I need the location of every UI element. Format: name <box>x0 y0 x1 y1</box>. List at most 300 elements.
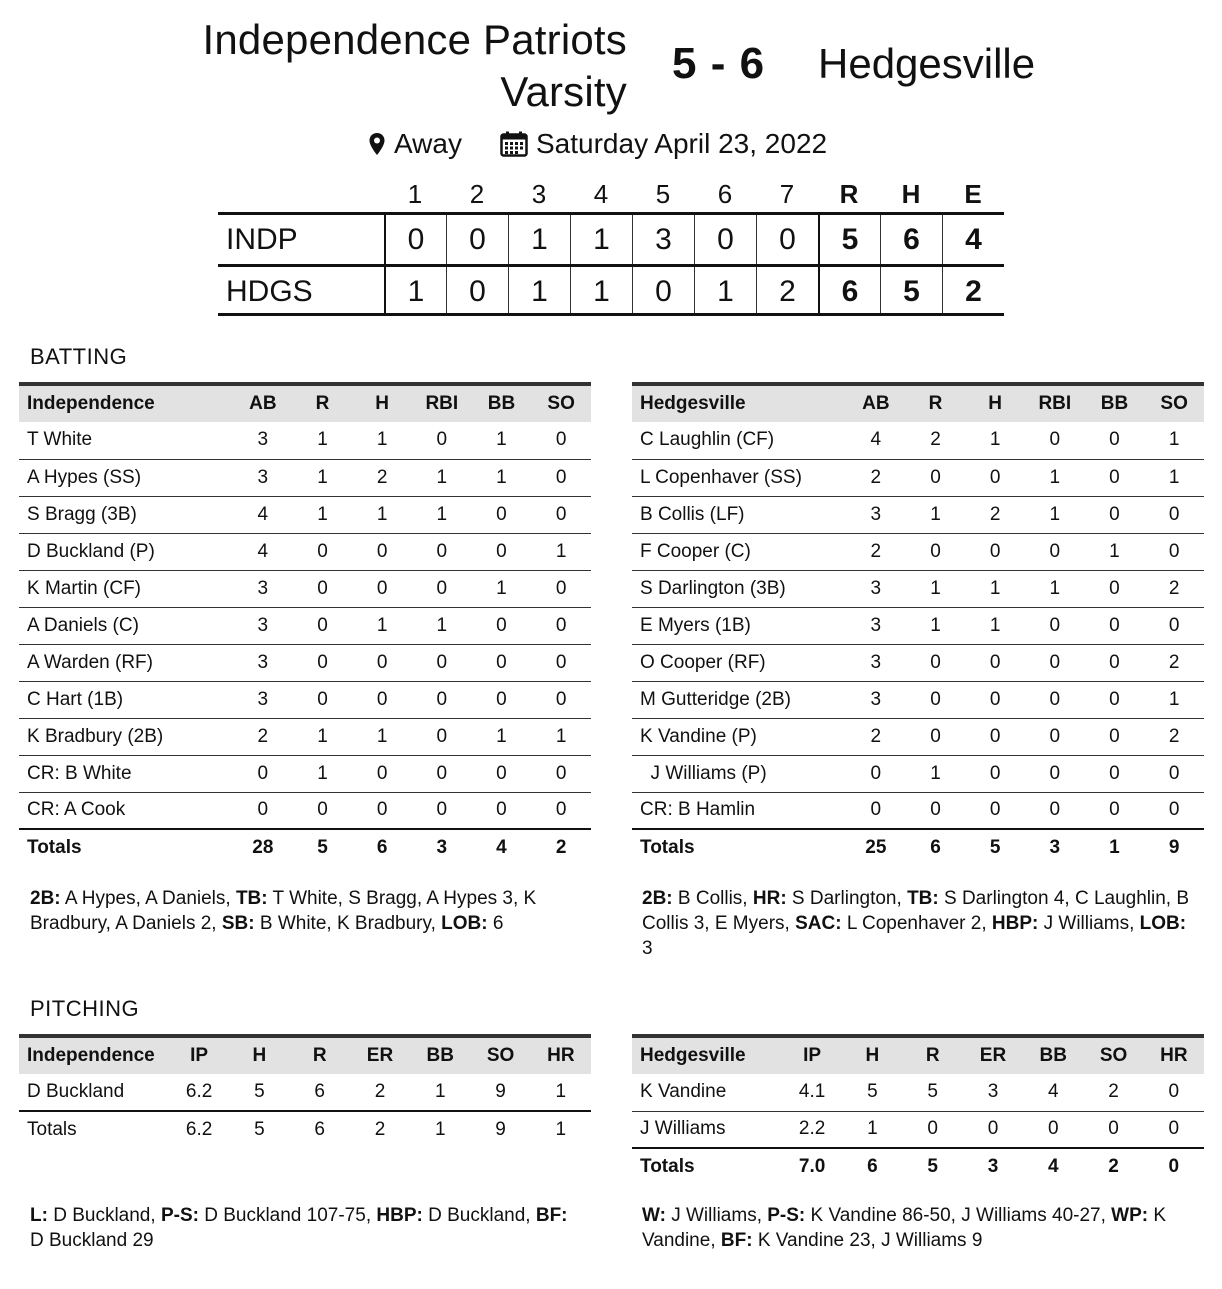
stat-cell: 0 <box>1144 755 1204 792</box>
player-name: K Vandine (P) <box>632 718 846 755</box>
stat-cell: 1 <box>1025 496 1085 533</box>
location <box>368 124 462 164</box>
stat-cell: 3 <box>846 644 906 681</box>
note-key: 2B: <box>642 888 673 909</box>
pitching-notes-home <box>30 1203 570 1253</box>
stat-cell: 3 <box>233 607 293 644</box>
stat-cell: 1 <box>472 570 532 607</box>
table-row <box>19 422 591 459</box>
home-team-line1: Independence Patriots <box>202 16 627 63</box>
player-name: CR: B Hamlin <box>632 792 846 829</box>
stat-cell: 0 <box>412 718 472 755</box>
stat-cell: 0 <box>1144 496 1204 533</box>
note-key: TB: <box>235 888 268 909</box>
stat-cell: 1 <box>965 570 1025 607</box>
inning-score: 0 <box>384 215 446 264</box>
stat-cell: 1 <box>293 496 353 533</box>
line-score-row <box>218 212 1004 264</box>
game-date <box>500 124 827 164</box>
stat-cell: 1 <box>472 459 532 496</box>
stat-cell: 0 <box>472 607 532 644</box>
stat-cell: 0 <box>531 496 591 533</box>
table-row <box>632 496 1204 533</box>
line-score-header <box>218 176 1004 212</box>
stat-cell: 0 <box>1144 607 1204 644</box>
totals-cell: 3 <box>412 829 472 866</box>
stat-cell: 0 <box>352 681 412 718</box>
inning-score: 1 <box>508 215 570 264</box>
stat-cell: 0 <box>412 681 472 718</box>
player-name: C Hart (1B) <box>19 681 233 718</box>
stat-cell: 1 <box>1144 459 1204 496</box>
table-row <box>19 644 591 681</box>
stat-cell: 1 <box>531 533 591 570</box>
runs-total: 5 <box>818 215 880 264</box>
inning-score: 0 <box>446 215 508 264</box>
stat-cell: 0 <box>1085 422 1145 459</box>
team-column-header: Hedgesville <box>632 384 846 422</box>
totals-cell: 28 <box>233 829 293 866</box>
stat-cell: 0 <box>531 681 591 718</box>
note-key: BF: <box>535 1205 568 1226</box>
stat-cell: 1 <box>352 422 412 459</box>
stat-cell: 2.2 <box>782 1111 842 1148</box>
batting-table-away <box>632 382 1204 866</box>
stat-cell: 0 <box>965 459 1025 496</box>
player-name: A Hypes (SS) <box>19 459 233 496</box>
stat-column-header: R <box>290 1036 350 1074</box>
totals-cell: 6.2 <box>169 1111 229 1148</box>
stat-cell: 0 <box>965 792 1025 829</box>
stat-column-header: BB <box>1085 384 1145 422</box>
stat-cell: 0 <box>1085 681 1145 718</box>
player-name: S Bragg (3B) <box>19 496 233 533</box>
stat-cell: 9 <box>470 1074 530 1111</box>
stat-cell: 0 <box>963 1111 1023 1148</box>
note-key: HBP: <box>376 1205 423 1226</box>
stat-cell: 0 <box>531 459 591 496</box>
stat-cell: 0 <box>412 755 472 792</box>
stat-cell: 2 <box>846 718 906 755</box>
stat-cell: 2 <box>350 1074 410 1111</box>
stat-cell: 1 <box>293 459 353 496</box>
stat-cell: 0 <box>531 792 591 829</box>
table-row <box>632 755 1204 792</box>
totals-cell: 2 <box>531 829 591 866</box>
table-row <box>632 1111 1204 1148</box>
home-team-line2: Varsity <box>500 68 627 115</box>
table-header-row <box>19 384 591 422</box>
inning-score: 1 <box>384 267 446 313</box>
totals-label: Totals <box>19 1111 169 1148</box>
table-header-row <box>632 1036 1204 1074</box>
table-row <box>632 570 1204 607</box>
stat-column-header: H <box>352 384 412 422</box>
stat-cell: 0 <box>1085 792 1145 829</box>
totals-label: Totals <box>632 829 846 866</box>
stat-cell: 3 <box>233 459 293 496</box>
player-name: F Cooper (C) <box>632 533 846 570</box>
inning-score: 0 <box>446 267 508 313</box>
hits-total: 6 <box>880 215 942 264</box>
note-value: K Vandine, <box>642 1205 1167 1251</box>
stat-cell: 0 <box>293 570 353 607</box>
player-name: S Darlington (3B) <box>632 570 846 607</box>
player-name: E Myers (1B) <box>632 607 846 644</box>
stat-column-header: SO <box>531 384 591 422</box>
note-value: D Buckland 107-75, <box>198 1205 377 1226</box>
stat-cell: 0 <box>352 570 412 607</box>
batting-notes-home <box>30 886 570 936</box>
table-row <box>19 681 591 718</box>
player-name: CR: B White <box>19 755 233 792</box>
batting-section-title: BATTING <box>30 344 128 369</box>
stat-cell: 0 <box>412 533 472 570</box>
table-row <box>632 718 1204 755</box>
stat-cell: 0 <box>1025 681 1085 718</box>
stat-cell: 0 <box>1144 533 1204 570</box>
stat-cell: 3 <box>846 607 906 644</box>
totals-cell: 6 <box>906 829 966 866</box>
stat-column-header: R <box>293 384 353 422</box>
note-key: W: <box>642 1205 666 1226</box>
stat-column-header: HR <box>1144 1036 1204 1074</box>
stat-cell: 0 <box>472 533 532 570</box>
line-score-row <box>218 264 1004 316</box>
game-date-label: Saturday April 23, 2022 <box>536 128 828 159</box>
stat-cell: 1 <box>906 570 966 607</box>
player-name: B Collis (LF) <box>632 496 846 533</box>
stat-cell: 0 <box>531 422 591 459</box>
table-row <box>632 607 1204 644</box>
table-row <box>19 755 591 792</box>
line-score <box>218 176 1004 316</box>
stat-cell: 1 <box>1144 681 1204 718</box>
stat-cell: 4 <box>846 422 906 459</box>
stat-cell: 0 <box>472 755 532 792</box>
player-name: CR: A Cook <box>19 792 233 829</box>
totals-cell: 5 <box>293 829 353 866</box>
stat-cell: 1 <box>906 607 966 644</box>
stat-cell: 2 <box>1144 718 1204 755</box>
stat-cell: 0 <box>965 755 1025 792</box>
stat-cell: 3 <box>846 496 906 533</box>
stat-cell: 1 <box>965 422 1025 459</box>
totals-cell: 6 <box>290 1111 350 1148</box>
stat-cell: 3 <box>846 681 906 718</box>
totals-cell: 7.0 <box>782 1148 842 1185</box>
stat-cell: 0 <box>1085 718 1145 755</box>
stat-column-header: BB <box>472 384 532 422</box>
note-value: D Buckland, <box>47 1205 161 1226</box>
totals-row <box>632 1148 1204 1185</box>
player-name: K Martin (CF) <box>19 570 233 607</box>
table-row <box>632 422 1204 459</box>
stat-column-header: R <box>906 384 966 422</box>
totals-cell: 25 <box>846 829 906 866</box>
team-column-header: Hedgesville <box>632 1036 782 1074</box>
stat-cell: 0 <box>233 792 293 829</box>
stat-cell: 0 <box>1025 755 1085 792</box>
stat-column-header: BB <box>1023 1036 1083 1074</box>
stat-cell: 0 <box>293 681 353 718</box>
stat-cell: 3 <box>233 422 293 459</box>
stat-cell: 0 <box>293 533 353 570</box>
stat-cell: 0 <box>472 496 532 533</box>
table-header-row <box>19 1036 591 1074</box>
stat-cell: 4 <box>1023 1074 1083 1111</box>
inning-header: 2 <box>469 179 485 209</box>
stat-cell: 0 <box>906 681 966 718</box>
hits-header: H <box>901 179 921 209</box>
stat-cell: 0 <box>531 607 591 644</box>
line-score-team: HDGS <box>226 275 313 308</box>
stat-column-header: SO <box>1083 1036 1143 1074</box>
stat-column-header: BB <box>410 1036 470 1074</box>
stat-cell: 4 <box>233 496 293 533</box>
stat-column-header: H <box>229 1036 289 1074</box>
totals-cell: 4 <box>472 829 532 866</box>
stat-column-header: H <box>842 1036 902 1074</box>
stat-cell: 0 <box>906 644 966 681</box>
stat-cell: 1 <box>531 718 591 755</box>
player-name: J Williams (P) <box>632 755 846 792</box>
stat-cell: 1 <box>842 1111 902 1148</box>
stat-cell: 1 <box>1025 570 1085 607</box>
player-name: K Bradbury (2B) <box>19 718 233 755</box>
stat-column-header: AB <box>846 384 906 422</box>
note-value: 6 <box>487 913 504 934</box>
stat-cell: 1 <box>1144 422 1204 459</box>
table-row <box>19 718 591 755</box>
inning-score: 0 <box>756 215 818 264</box>
player-name: K Vandine <box>632 1074 782 1111</box>
stat-cell: 1 <box>472 718 532 755</box>
totals-cell: 1 <box>410 1111 470 1148</box>
pitching-table-home <box>19 1034 591 1148</box>
stat-cell: 1 <box>410 1074 470 1111</box>
stat-column-header: SO <box>1144 384 1204 422</box>
stat-cell: 0 <box>1025 644 1085 681</box>
totals-cell: 6 <box>842 1148 902 1185</box>
stat-cell: 0 <box>352 755 412 792</box>
inning-header: 4 <box>593 179 609 209</box>
stat-cell: 2 <box>846 459 906 496</box>
stat-cell: 0 <box>1085 644 1145 681</box>
stat-cell: 0 <box>903 1111 963 1148</box>
note-key: L: <box>30 1205 48 1226</box>
note-key: P-S: <box>767 1205 806 1226</box>
game-header <box>0 0 1222 120</box>
stat-column-header: AB <box>233 384 293 422</box>
stat-cell: 3 <box>846 570 906 607</box>
table-row <box>19 533 591 570</box>
stat-cell: 0 <box>906 718 966 755</box>
stat-cell: 2 <box>1144 644 1204 681</box>
stat-cell: 0 <box>965 718 1025 755</box>
totals-cell: 1 <box>531 1111 591 1148</box>
stat-cell: 0 <box>472 644 532 681</box>
stat-cell: 3 <box>233 644 293 681</box>
table-row <box>632 792 1204 829</box>
table-row <box>19 1074 591 1111</box>
table-row <box>632 644 1204 681</box>
stat-cell: 4 <box>233 533 293 570</box>
note-value: B Collis, <box>672 888 753 909</box>
map-pin-icon <box>368 132 386 156</box>
stat-cell: 0 <box>352 644 412 681</box>
note-key: LOB: <box>1139 913 1187 934</box>
stat-cell: 0 <box>906 792 966 829</box>
table-row <box>19 792 591 829</box>
stat-cell: 0 <box>1083 1111 1143 1148</box>
stat-cell: 0 <box>1025 792 1085 829</box>
totals-cell: 2 <box>350 1111 410 1148</box>
calendar-icon <box>500 131 528 157</box>
stat-cell: 2 <box>965 496 1025 533</box>
stat-cell: 0 <box>412 422 472 459</box>
totals-row <box>19 829 591 866</box>
line-score-corner <box>218 176 384 212</box>
totals-row <box>19 1111 591 1148</box>
stat-cell: 2 <box>1083 1074 1143 1111</box>
note-value: T White, S Bragg, A Hypes 3, K Bradbury, A Daniels 2, <box>30 888 537 934</box>
stat-column-header: ER <box>350 1036 410 1074</box>
note-value: D Buckland 29 <box>30 1230 154 1251</box>
stat-cell: 1 <box>352 496 412 533</box>
stat-cell: 1 <box>906 755 966 792</box>
stat-cell: 1 <box>965 607 1025 644</box>
stat-cell: 0 <box>1085 496 1145 533</box>
table-row <box>632 533 1204 570</box>
stat-cell: 0 <box>1144 792 1204 829</box>
stat-cell: 1 <box>412 607 472 644</box>
stat-cell: 0 <box>1025 533 1085 570</box>
inning-header: 5 <box>655 179 671 209</box>
inning-score: 1 <box>570 267 632 313</box>
totals-cell: 6 <box>352 829 412 866</box>
note-value: L Copenhaver 2, <box>841 913 992 934</box>
inning-score: 1 <box>694 267 756 313</box>
note-value: S Darlington, <box>786 888 908 909</box>
location-label: Away <box>394 128 462 159</box>
stat-cell: 0 <box>412 644 472 681</box>
note-key: SB: <box>221 913 255 934</box>
stat-cell: 0 <box>352 792 412 829</box>
table-row <box>19 607 591 644</box>
inning-score: 0 <box>632 267 694 313</box>
stat-cell: 1 <box>352 718 412 755</box>
totals-cell: 2 <box>1083 1148 1143 1185</box>
note-key: HBP: <box>991 913 1039 934</box>
inning-score: 0 <box>694 215 756 264</box>
stat-cell: 0 <box>965 533 1025 570</box>
stat-cell: 0 <box>965 644 1025 681</box>
stat-cell: 6.2 <box>169 1074 229 1111</box>
player-name: J Williams <box>632 1111 782 1148</box>
note-key: SAC: <box>795 913 842 934</box>
stat-cell: 1 <box>906 496 966 533</box>
final-score: 5 - 6 <box>672 39 766 88</box>
table-row <box>632 1074 1204 1111</box>
game-meta <box>0 124 1222 164</box>
hits-total: 5 <box>880 267 942 313</box>
stat-cell: 1 <box>293 755 353 792</box>
totals-cell: 4 <box>1023 1148 1083 1185</box>
errors-header: E <box>964 179 982 209</box>
totals-cell: 5 <box>903 1148 963 1185</box>
inning-score: 1 <box>508 267 570 313</box>
stat-column-header: ER <box>963 1036 1023 1074</box>
stat-cell: 0 <box>1025 607 1085 644</box>
home-team-name <box>202 14 627 118</box>
stat-cell: 1 <box>1085 533 1145 570</box>
table-row <box>632 459 1204 496</box>
totals-label: Totals <box>19 829 233 866</box>
stat-cell: 6 <box>290 1074 350 1111</box>
stat-cell: 0 <box>1085 459 1145 496</box>
stat-column-header: HR <box>531 1036 591 1074</box>
team-column-header: Independence <box>19 1036 169 1074</box>
stat-cell: 3 <box>233 570 293 607</box>
totals-cell: 3 <box>963 1148 1023 1185</box>
player-name: O Cooper (RF) <box>632 644 846 681</box>
stat-cell: 5 <box>229 1074 289 1111</box>
note-value: K Vandine 23, J Williams 9 <box>752 1230 983 1251</box>
errors-total: 4 <box>942 215 1004 264</box>
note-key: HR: <box>752 888 787 909</box>
stat-cell: 0 <box>531 570 591 607</box>
totals-cell: 0 <box>1144 1148 1204 1185</box>
stat-cell: 0 <box>1144 1111 1204 1148</box>
stat-column-header: RBI <box>412 384 472 422</box>
stat-cell: 0 <box>1085 570 1145 607</box>
stat-cell: 5 <box>842 1074 902 1111</box>
note-value: J Williams, <box>1038 913 1140 934</box>
totals-cell: 9 <box>1144 829 1204 866</box>
player-name: D Buckland (P) <box>19 533 233 570</box>
stat-cell: 0 <box>846 792 906 829</box>
runs-header: R <box>839 179 859 209</box>
note-value: S Darlington 4, C Laughlin, B Collis 3, E Myers, <box>642 888 1190 934</box>
note-key: WP: <box>1111 1205 1149 1226</box>
note-value: K Vandine 86-50, J Williams 40-27, <box>805 1205 1112 1226</box>
stat-cell: 2 <box>906 422 966 459</box>
player-name: D Buckland <box>19 1074 169 1111</box>
totals-cell: 3 <box>1025 829 1085 866</box>
stat-cell: 5 <box>903 1074 963 1111</box>
note-value: D Buckland, <box>422 1205 536 1226</box>
note-value: 3 <box>642 938 653 959</box>
pitching-table-away <box>632 1034 1204 1185</box>
totals-label: Totals <box>632 1148 782 1185</box>
totals-cell: 5 <box>229 1111 289 1148</box>
stat-cell: 1 <box>472 422 532 459</box>
totals-row <box>632 829 1204 866</box>
table-row <box>19 496 591 533</box>
inning-header: 1 <box>407 179 423 209</box>
batting-notes-away <box>642 886 1192 961</box>
player-name: C Laughlin (CF) <box>632 422 846 459</box>
stat-cell: 2 <box>233 718 293 755</box>
stat-cell: 0 <box>1085 755 1145 792</box>
stat-cell: 1 <box>293 718 353 755</box>
stat-cell: 0 <box>412 792 472 829</box>
stat-cell: 0 <box>293 792 353 829</box>
note-key: 2B: <box>30 888 61 909</box>
errors-total: 2 <box>942 267 1004 313</box>
stat-cell: 0 <box>1025 718 1085 755</box>
